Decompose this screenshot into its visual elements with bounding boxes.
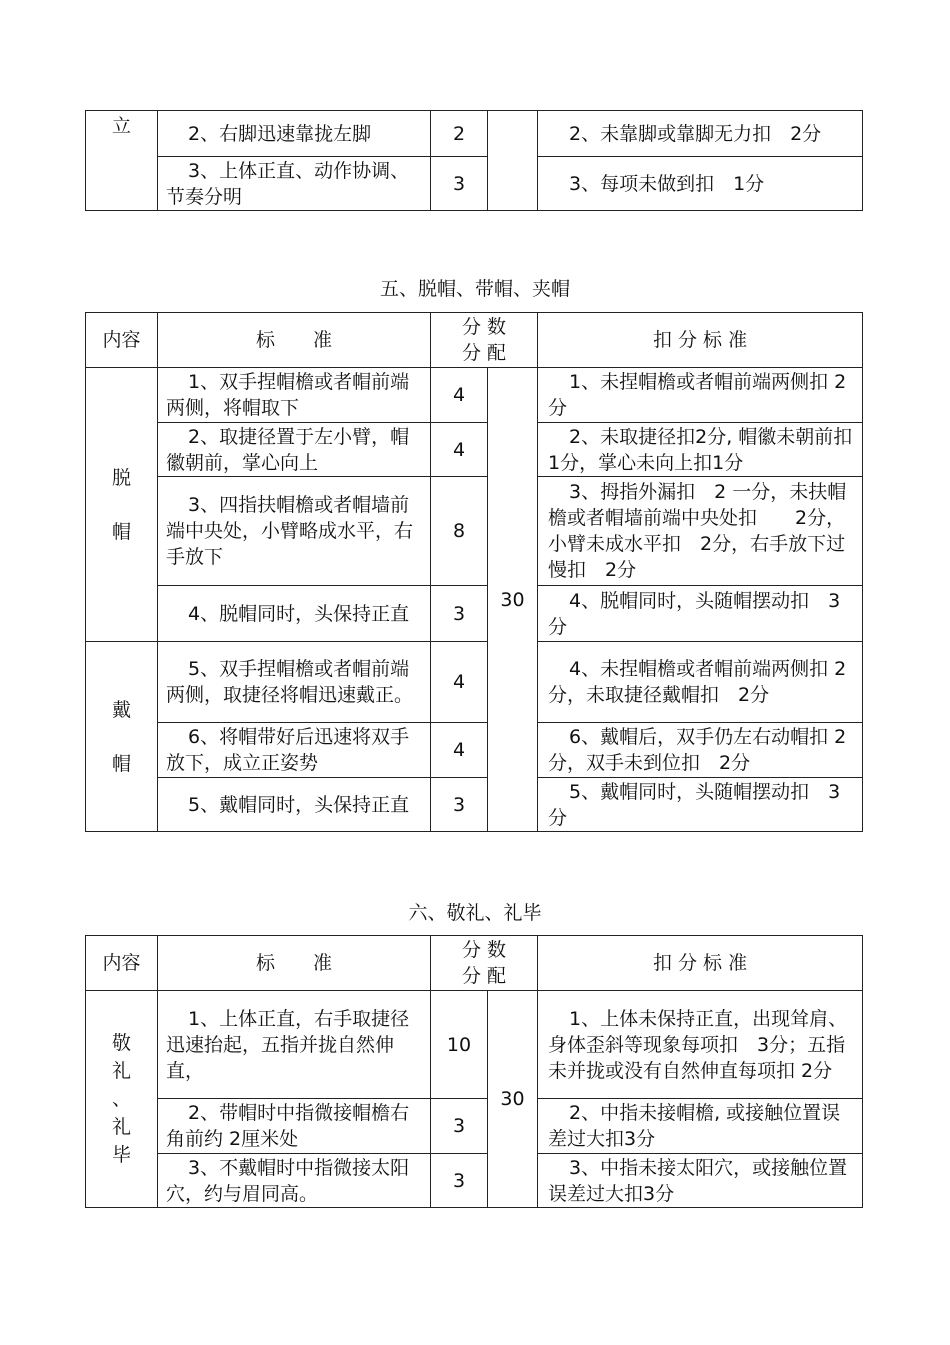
section-title: 五、脱帽、带帽、夹帽	[379, 278, 570, 300]
standard-cell: 2、取捷径置于左小臂，帽徽朝前，掌心向上	[158, 423, 431, 477]
header-standard: 标 准	[158, 936, 431, 991]
section-title: 六、敬礼、礼毕	[408, 902, 542, 924]
deduction-cell: 4、未捏帽檐或者帽前端两侧扣 2分，未取捷径戴帽扣 2分	[538, 642, 863, 723]
standard-cell: 4、脱帽同时，头保持正直	[158, 586, 431, 642]
standard-cell: 2、右脚迅速靠拢左脚	[158, 111, 431, 157]
points-cell: 4	[431, 423, 488, 477]
standard-cell: 3、不戴帽时中指微接太阳穴，约与眉同高。	[158, 1154, 431, 1208]
group-char: 戴	[111, 698, 131, 721]
group-char: 脱	[111, 466, 131, 489]
total-cell	[488, 111, 538, 211]
table-top-fragment	[85, 110, 863, 211]
points-cell: 4	[431, 723, 488, 778]
header-content: 内容	[86, 936, 158, 991]
points-cell: 3	[431, 1154, 488, 1208]
deduction-cell: 3、拇指外漏扣 2 一分，未扶帽檐或者帽墙前端中央处扣 2分，小臂未成水平扣 2分，右手放下过慢扣 2分	[538, 477, 863, 586]
header-deduction: 扣 分 标 准	[538, 936, 863, 991]
group-char: 、	[111, 1088, 131, 1110]
group-label-jingli	[86, 991, 158, 1208]
standard-cell: 5、戴帽同时，头保持正直	[158, 778, 431, 832]
points-cell: 3	[431, 157, 488, 211]
group-label-daimao	[86, 642, 158, 832]
standard-cell: 6、将帽带好后迅速将双手放下，成立正姿势	[158, 723, 431, 778]
group-char: 礼	[111, 1060, 131, 1082]
total-cell: 30	[488, 368, 538, 832]
category-cell: 立	[86, 111, 158, 211]
points-cell: 8	[431, 477, 488, 586]
section6-table	[85, 935, 863, 1208]
total-cell: 30	[488, 991, 538, 1208]
deduction-cell: 3、中指未接太阳穴，或接触位置误差过大扣3分	[538, 1154, 863, 1208]
section5-table	[85, 312, 863, 832]
header-standard: 标 准	[158, 313, 431, 368]
points-cell: 3	[431, 778, 488, 832]
header-score	[431, 313, 538, 368]
points-cell: 2	[431, 111, 488, 157]
deduction-cell: 4、脱帽同时，头随帽摆动扣 3分	[538, 586, 863, 642]
standard-cell: 3、上体正直、动作协调、节奏分明	[158, 157, 431, 211]
group-char: 毕	[111, 1144, 131, 1166]
points-cell: 4	[431, 368, 488, 423]
points-cell: 3	[431, 1099, 488, 1154]
points-cell: 10	[431, 991, 488, 1099]
deduction-cell: 2、未取捷径扣2分, 帽徽未朝前扣1分，掌心未向上扣1分	[538, 423, 863, 477]
header-score-top: 分 数	[461, 316, 507, 338]
standard-cell: 3、四指扶帽檐或者帽墙前端中央处，小臂略成水平，右手放下	[158, 477, 431, 586]
group-char: 礼	[111, 1116, 131, 1138]
points-cell: 3	[431, 586, 488, 642]
group-char: 帽	[111, 752, 131, 775]
header-score-bottom: 分 配	[461, 965, 507, 987]
standard-cell: 1、双手捏帽檐或者帽前端两侧，将帽取下	[158, 368, 431, 423]
group-char: 帽	[111, 520, 131, 543]
header-deduction: 扣 分 标 准	[538, 313, 863, 368]
deduction-cell: 3、每项未做到扣 1分	[538, 157, 863, 211]
deduction-cell: 6、戴帽后，双手仍左右动帽扣 2分，双手未到位扣 2分	[538, 723, 863, 778]
standard-cell: 2、带帽时中指微接帽檐右角前约 2厘米处	[158, 1099, 431, 1154]
header-score-bottom: 分 配	[461, 342, 507, 364]
deduction-cell: 2、未靠脚或靠脚无力扣 2分	[538, 111, 863, 157]
points-cell: 4	[431, 642, 488, 723]
deduction-cell: 1、上体未保持正直，出现耸肩、身体歪斜等现象每项扣 3分；五指未并拢或没有自然伸直每项扣 2分	[538, 991, 863, 1099]
header-score-top: 分 数	[461, 939, 507, 961]
deduction-cell: 1、未捏帽檐或者帽前端两侧扣 2分	[538, 368, 863, 423]
header-score	[431, 936, 538, 991]
standard-cell: 5、双手捏帽檐或者帽前端两侧，取捷径将帽迅速戴正。	[158, 642, 431, 723]
group-label-tuomao	[86, 368, 158, 642]
deduction-cell: 2、中指未接帽檐, 或接触位置误差过大扣3分	[538, 1099, 863, 1154]
deduction-cell: 5、戴帽同时，头随帽摆动扣 3分	[538, 778, 863, 832]
standard-cell: 1、上体正直，右手取捷径迅速抬起，五指并拢自然伸直，	[158, 991, 431, 1099]
header-content: 内容	[86, 313, 158, 368]
group-char: 敬	[111, 1032, 131, 1054]
